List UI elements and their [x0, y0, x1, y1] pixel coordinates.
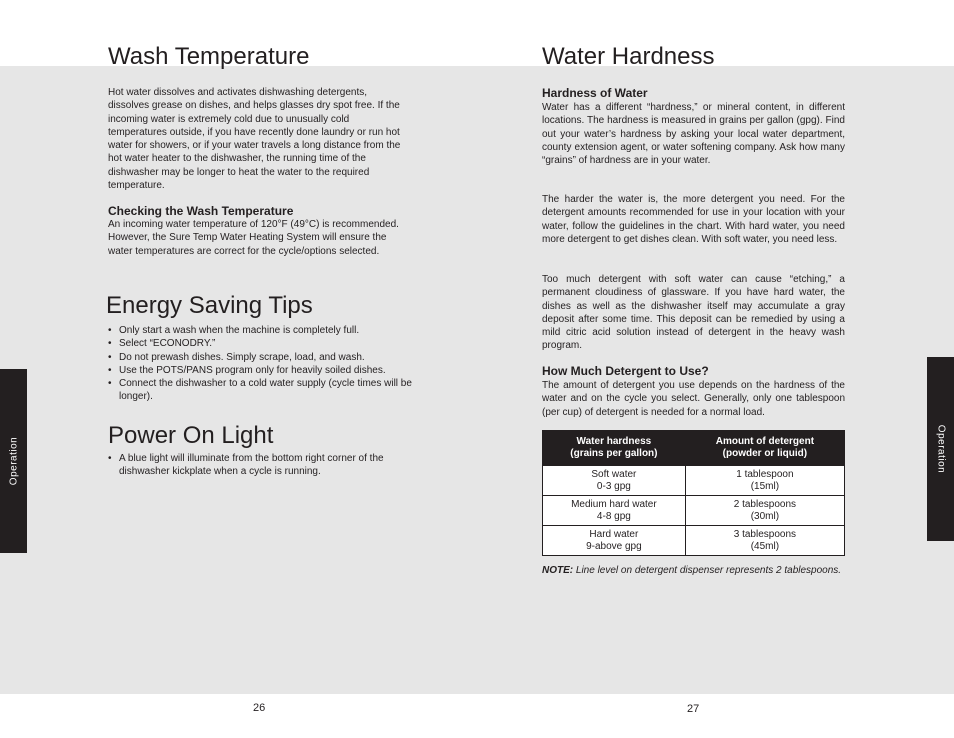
- table-cell: Hard water 9-above gpg: [543, 526, 686, 556]
- hardness-paragraph-1: Water has a different “hardness,” or mineral content, in different locations. The hardness is measured in grains per gallon (gpg). Find out your water’s hardness by asking your local water department, county extension agent, or water softening company. Ask how many “grains” of hardness are in your water.: [542, 102, 845, 167]
- detergent-hardness-table: [542, 430, 845, 556]
- list-item: • A blue light will illuminate from the bottom right corner of the dishwasher kickplate when a cycle is running.: [108, 452, 413, 479]
- table-row: [543, 466, 845, 496]
- table-cell: 3 tablespoons (45ml): [685, 526, 844, 556]
- list-item: • Use the POTS/PANS program only for heavily soiled dishes.: [108, 364, 413, 377]
- how-much-detergent-heading: How Much Detergent to Use?: [542, 364, 709, 378]
- table-cell: Medium hard water 4-8 gpg: [543, 496, 686, 526]
- hardness-paragraph-2: The harder the water is, the more detergent you need. For the detergent amounts recommended for use in your location with your water, follow the guidelines in the chart. With hard water, you need more detergent to get dishes clean. With soft water, you need less.: [542, 194, 845, 245]
- checking-wash-temperature-heading: Checking the Wash Temperature: [108, 204, 294, 218]
- side-tab-label: Operation: [935, 424, 946, 474]
- wash-temperature-title: Wash Temperature: [108, 43, 310, 70]
- left-side-tab: [0, 369, 27, 553]
- checking-wash-temperature-body: An incoming water temperature of 120°F (49°C) is recommended. However, the Sure Temp Water Heating System will ensure the water temperatures are correct for the cycle/options selected.: [108, 219, 399, 257]
- list-item: • Only start a wash when the machine is completely full.: [108, 324, 413, 337]
- hardness-paragraph-3: Too much detergent with soft water can cause “etching,” a permanent cloudiness of glassware. If you have hard water, the dishes as well as the dishwasher itself may accumulate a gray deposit after some time. This deposit can be remedied by using a mild citric acid solution instead of detergent in the heavy wash program.: [542, 274, 845, 352]
- energy-saving-list: [108, 324, 413, 404]
- table-cell: Soft water 0-3 gpg: [543, 466, 686, 496]
- column-header-detergent-amount: Amount of detergent (powder or liquid): [685, 431, 844, 466]
- table-cell: 2 tablespoons (30ml): [685, 496, 844, 526]
- table-cell: 1 tablespoon (15ml): [685, 466, 844, 496]
- power-on-light-title: Power On Light: [108, 422, 274, 449]
- page-number-left: 26: [253, 702, 266, 714]
- wash-temperature-body: Hot water dissolves and activates dishwashing detergents, dissolves grease on dishes, and helps glasses dry spot free. If the incoming water is extremely cold due to unusually cold temperatures outside, if you have recently done laundry or run hot water for showers, or if your water travels a long distance from the hot water heater to the dishwasher, the running time of the dishwasher may be longer to heat the water to the required temperature.: [108, 87, 401, 192]
- list-item: • Do not prewash dishes. Simply scrape, load, and wash.: [108, 351, 413, 364]
- table-header-row: [543, 431, 845, 466]
- note-label: NOTE:: [542, 565, 574, 576]
- power-on-light-list: [108, 452, 413, 479]
- list-item: • Select “ECONODRY.”: [108, 337, 413, 350]
- water-hardness-title: Water Hardness: [542, 43, 715, 70]
- note-text: Line level on detergent dispenser represents 2 tablespoons.: [573, 565, 842, 576]
- page-number-right: 27: [687, 703, 700, 715]
- right-side-tab: [927, 357, 954, 541]
- column-header-water-hardness: Water hardness (grains per gallon): [543, 431, 686, 466]
- list-item: • Connect the dishwasher to a cold water supply (cycle times will be longer).: [108, 377, 413, 404]
- energy-saving-title: Energy Saving Tips: [106, 292, 313, 319]
- table-row: [543, 496, 845, 526]
- detergent-note: [542, 564, 842, 577]
- how-much-detergent-body: The amount of detergent you use depends on the hardness of the water and on the cycle you select. Generally, only one tablespoon (per cup) of detergent is needed for a normal load.: [542, 380, 845, 418]
- hardness-of-water-heading: Hardness of Water: [542, 86, 648, 100]
- side-tab-label: Operation: [8, 436, 19, 486]
- table-row: [543, 526, 845, 556]
